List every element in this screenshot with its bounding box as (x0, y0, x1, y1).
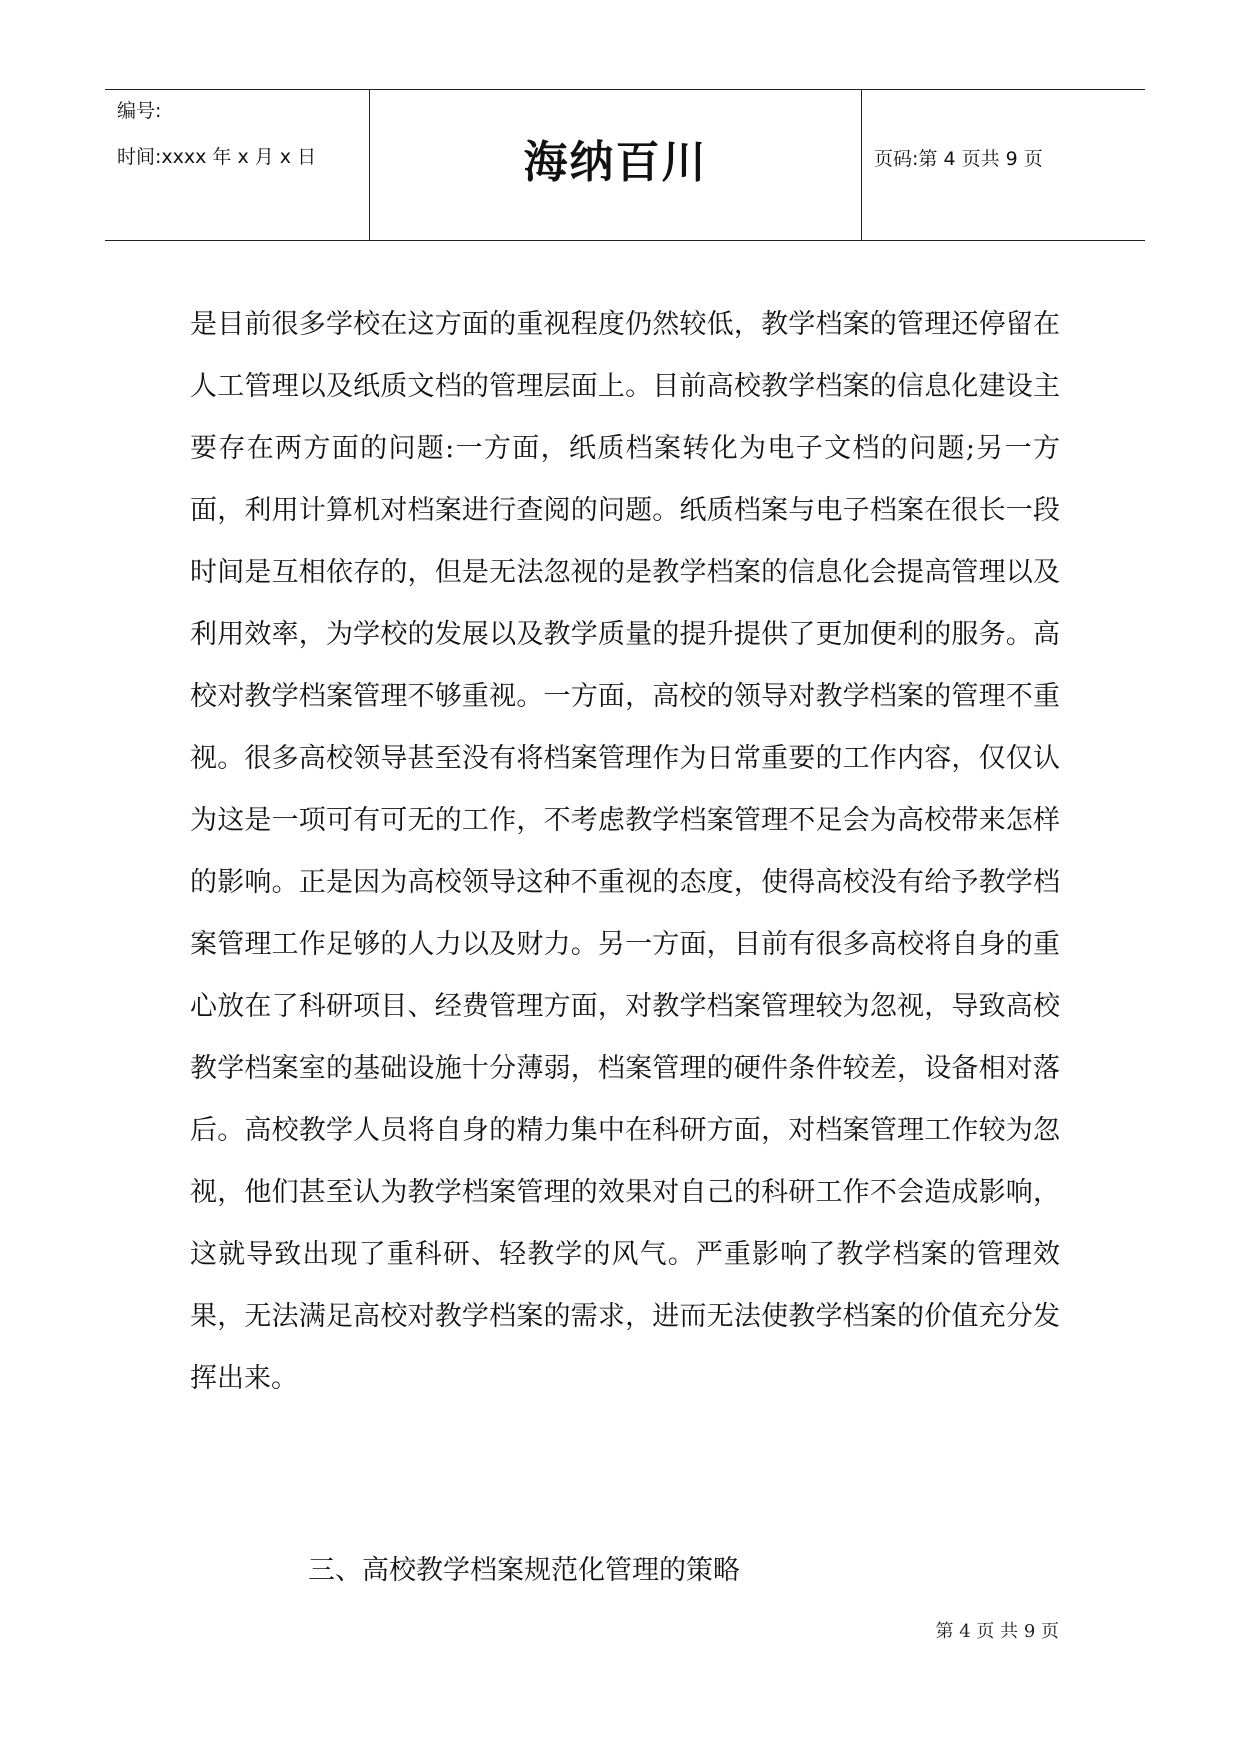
document-date-label: 时间:xxxx 年 x 月 x 日 (117, 146, 317, 168)
document-header (105, 89, 1145, 241)
body-paragraph: 是目前很多学校在这方面的重视程度仍然较低，教学档案的管理还停留在人工管理以及纸质文档的管理层面上。目前高校教学档案的信息化建设主要存在两方面的问题:一方面，纸质档案转化为电子文档的问题;另一方面，利用计算机对档案进行查阅的问题。纸质档案与电子档案在很长一段时间是互相依存的，但是无法忽视的是教学档案的信息化会提高管理以及利用效率，为学校的发展以及教学质量的提升提供了更加便利的服务。高校对教学档案管理不够重视。一方面，高校的领导对教学档案的管理不重视。很多高校领导甚至没有将档案管理作为日常重要的工作内容，仅仅认为这是一项可有可无的工作，不考虑教学档案管理不足会为高校带来怎样的影响。正是因为高校领导这种不重视的态度，使得高校没有给予教学档案管理工作足够的人力以及财力。另一方面，目前有很多高校将自身的重心放在了科研项目、经费管理方面，对教学档案管理较为忽视，导致高校教学档案室的基础设施十分薄弱，档案管理的硬件条件较差，设备相对落后。高校教学人员将自身的精力集中在科研方面，对档案管理工作较为忽视，他们甚至认为教学档案管理的效果对自己的科研工作不会造成影响，这就导致出现了重科研、轻教学的风气。严重影响了教学档案的管理效果，无法满足高校对教学档案的需求，进而无法使教学档案的价值充分发挥出来。 (190, 309, 1060, 1394)
header-page-code: 页码:第 4 页共 9 页 (874, 148, 1043, 170)
page-footer: 第 4 页 共 9 页 (935, 1621, 1059, 1642)
brand-title: 海纳百川 (523, 137, 708, 188)
header-brand-cell (370, 90, 862, 240)
section-heading: 三、高校教学档案规范化管理的策略 (308, 1555, 740, 1586)
header-meta-cell (105, 90, 370, 240)
document-number-label: 编号: (117, 100, 162, 122)
header-page-cell (862, 90, 1145, 240)
body-content (190, 294, 1060, 1410)
